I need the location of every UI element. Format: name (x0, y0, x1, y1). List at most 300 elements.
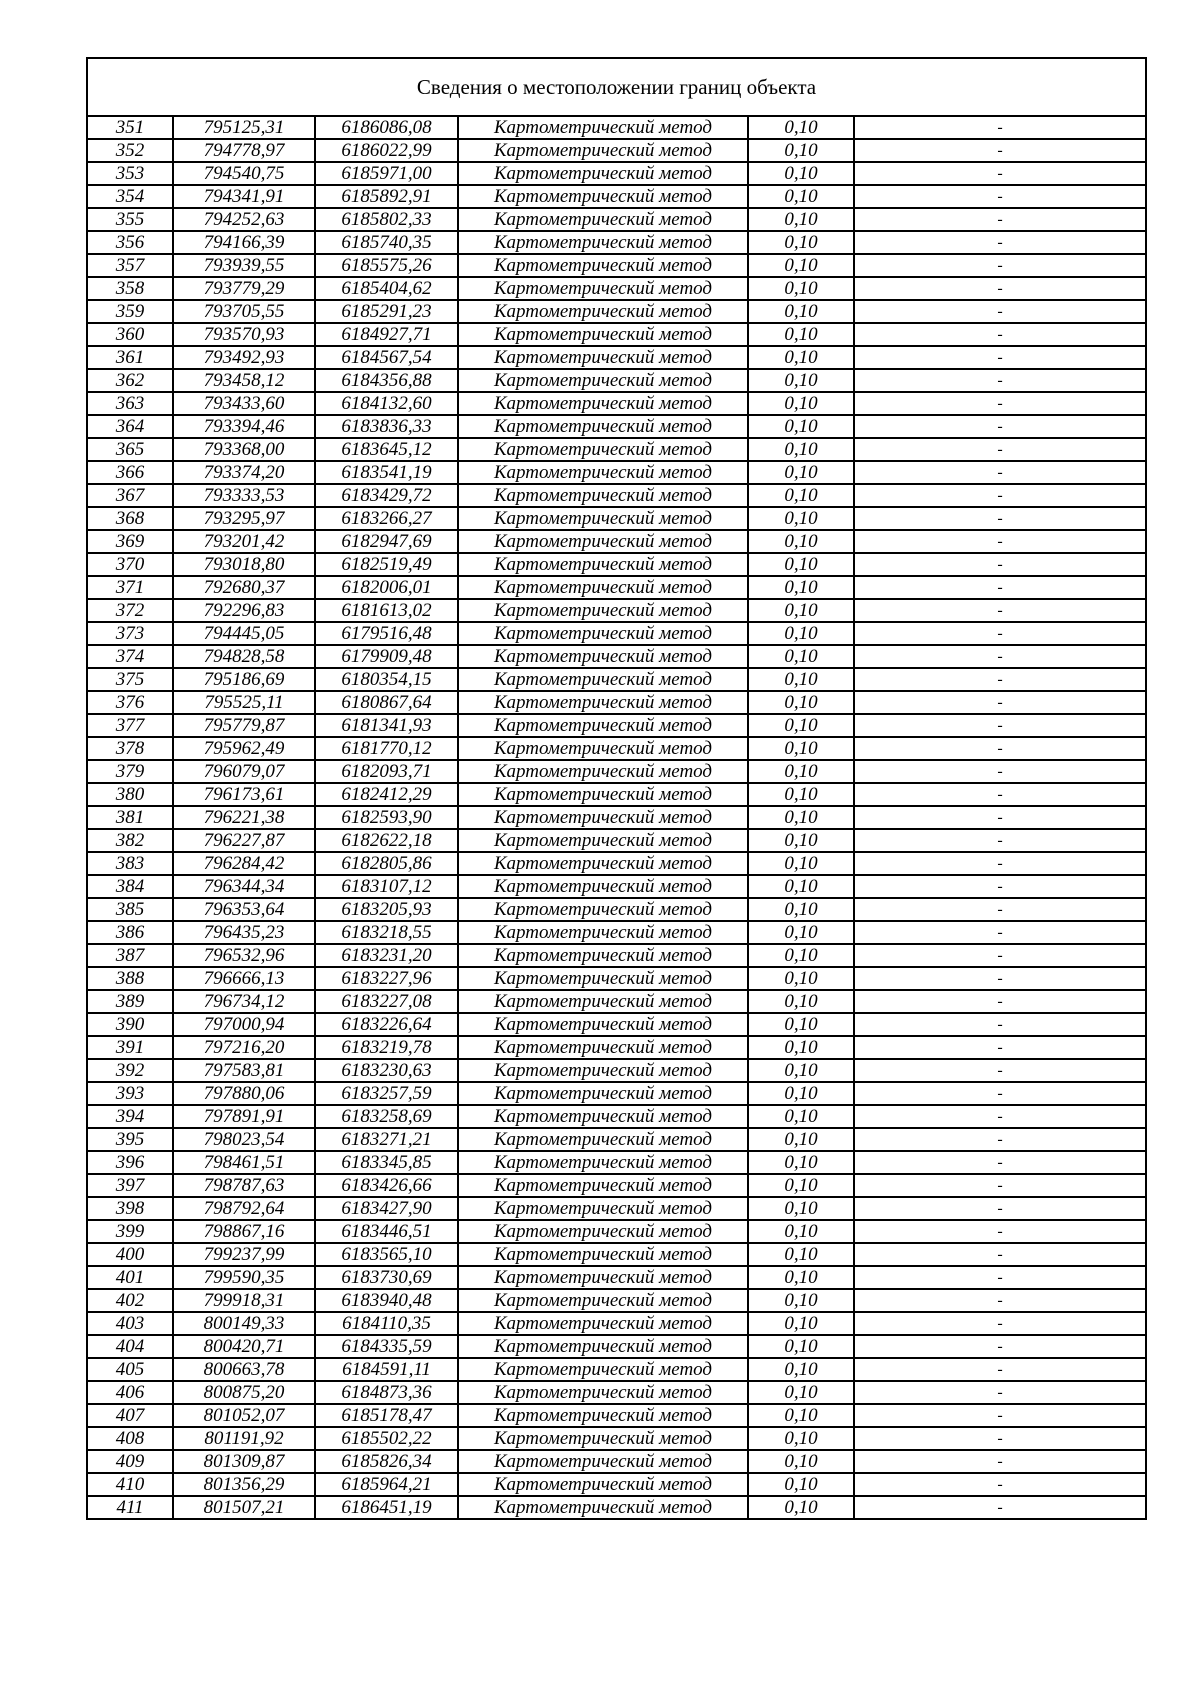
x-coordinate-cell: 793295,97 (173, 507, 315, 530)
x-coordinate-cell: 793492,93 (173, 346, 315, 369)
x-coordinate-cell: 796079,07 (173, 760, 315, 783)
x-coordinate-cell: 796734,12 (173, 990, 315, 1013)
table-row (87, 1036, 1146, 1059)
x-coordinate-cell: 801052,07 (173, 1404, 315, 1427)
x-coordinate-cell: 796227,87 (173, 829, 315, 852)
description-cell: - (854, 277, 1146, 300)
y-coordinate-cell: 6185971,00 (315, 162, 458, 185)
description-cell: - (854, 852, 1146, 875)
x-coordinate-cell: 801191,92 (173, 1427, 315, 1450)
description-cell: - (854, 1151, 1146, 1174)
description-cell: - (854, 990, 1146, 1013)
method-cell: Картометрический метод (458, 438, 748, 461)
accuracy-cell: 0,10 (748, 645, 854, 668)
table-row (87, 921, 1146, 944)
y-coordinate-cell: 6181341,93 (315, 714, 458, 737)
description-cell: - (854, 392, 1146, 415)
y-coordinate-cell: 6183227,96 (315, 967, 458, 990)
description-cell: - (854, 1427, 1146, 1450)
x-coordinate-cell: 793705,55 (173, 300, 315, 323)
point-number-cell: 372 (87, 599, 173, 622)
description-cell: - (854, 1335, 1146, 1358)
description-cell: - (854, 806, 1146, 829)
y-coordinate-cell: 6182593,90 (315, 806, 458, 829)
y-coordinate-cell: 6185404,62 (315, 277, 458, 300)
x-coordinate-cell: 798461,51 (173, 1151, 315, 1174)
point-number-cell: 370 (87, 553, 173, 576)
accuracy-cell: 0,10 (748, 1312, 854, 1335)
point-number-cell: 398 (87, 1197, 173, 1220)
table-row (87, 116, 1146, 139)
table-row (87, 668, 1146, 691)
table-row (87, 783, 1146, 806)
table-row (87, 1450, 1146, 1473)
x-coordinate-cell: 796344,34 (173, 875, 315, 898)
description-cell: - (854, 944, 1146, 967)
table-row (87, 576, 1146, 599)
y-coordinate-cell: 6185802,33 (315, 208, 458, 231)
table-row (87, 1174, 1146, 1197)
accuracy-cell: 0,10 (748, 599, 854, 622)
table-row (87, 1266, 1146, 1289)
description-cell: - (854, 1404, 1146, 1427)
x-coordinate-cell: 797583,81 (173, 1059, 315, 1082)
description-cell: - (854, 438, 1146, 461)
method-cell: Картометрический метод (458, 599, 748, 622)
point-number-cell: 371 (87, 576, 173, 599)
method-cell: Картометрический метод (458, 254, 748, 277)
method-cell: Картометрический метод (458, 1473, 748, 1496)
method-cell: Картометрический метод (458, 1036, 748, 1059)
description-cell: - (854, 231, 1146, 254)
x-coordinate-cell: 801309,87 (173, 1450, 315, 1473)
table-row (87, 806, 1146, 829)
accuracy-cell: 0,10 (748, 461, 854, 484)
method-cell: Картометрический метод (458, 277, 748, 300)
point-number-cell: 383 (87, 852, 173, 875)
method-cell: Картометрический метод (458, 1312, 748, 1335)
accuracy-cell: 0,10 (748, 277, 854, 300)
description-cell: - (854, 185, 1146, 208)
point-number-cell: 375 (87, 668, 173, 691)
point-number-cell: 357 (87, 254, 173, 277)
accuracy-cell: 0,10 (748, 323, 854, 346)
table-row (87, 990, 1146, 1013)
point-number-cell: 362 (87, 369, 173, 392)
description-cell: - (854, 1036, 1146, 1059)
y-coordinate-cell: 6183218,55 (315, 921, 458, 944)
x-coordinate-cell: 796173,61 (173, 783, 315, 806)
x-coordinate-cell: 801507,21 (173, 1496, 315, 1519)
y-coordinate-cell: 6184873,36 (315, 1381, 458, 1404)
y-coordinate-cell: 6185502,22 (315, 1427, 458, 1450)
point-number-cell: 359 (87, 300, 173, 323)
point-number-cell: 410 (87, 1473, 173, 1496)
accuracy-cell: 0,10 (748, 1266, 854, 1289)
point-number-cell: 394 (87, 1105, 173, 1128)
x-coordinate-cell: 794778,97 (173, 139, 315, 162)
point-number-cell: 361 (87, 346, 173, 369)
table-row (87, 944, 1146, 967)
method-cell: Картометрический метод (458, 1105, 748, 1128)
accuracy-cell: 0,10 (748, 1059, 854, 1082)
accuracy-cell: 0,10 (748, 1243, 854, 1266)
method-cell: Картометрический метод (458, 139, 748, 162)
x-coordinate-cell: 798023,54 (173, 1128, 315, 1151)
method-cell: Картометрический метод (458, 1082, 748, 1105)
description-cell: - (854, 898, 1146, 921)
method-cell: Картометрический метод (458, 944, 748, 967)
y-coordinate-cell: 6183730,69 (315, 1266, 458, 1289)
table-row (87, 967, 1146, 990)
table-row (87, 1358, 1146, 1381)
accuracy-cell: 0,10 (748, 415, 854, 438)
y-coordinate-cell: 6183427,90 (315, 1197, 458, 1220)
accuracy-cell: 0,10 (748, 1197, 854, 1220)
y-coordinate-cell: 6180867,64 (315, 691, 458, 714)
accuracy-cell: 0,10 (748, 1174, 854, 1197)
x-coordinate-cell: 793458,12 (173, 369, 315, 392)
y-coordinate-cell: 6183645,12 (315, 438, 458, 461)
point-number-cell: 390 (87, 1013, 173, 1036)
y-coordinate-cell: 6185178,47 (315, 1404, 458, 1427)
description-cell: - (854, 1289, 1146, 1312)
method-cell: Картометрический метод (458, 783, 748, 806)
table-row (87, 1128, 1146, 1151)
method-cell: Картометрический метод (458, 300, 748, 323)
accuracy-cell: 0,10 (748, 921, 854, 944)
accuracy-cell: 0,10 (748, 1427, 854, 1450)
table-row (87, 507, 1146, 530)
description-cell: - (854, 1473, 1146, 1496)
y-coordinate-cell: 6184356,88 (315, 369, 458, 392)
accuracy-cell: 0,10 (748, 1036, 854, 1059)
point-number-cell: 379 (87, 760, 173, 783)
table-row (87, 208, 1146, 231)
table-row (87, 415, 1146, 438)
x-coordinate-cell: 796221,38 (173, 806, 315, 829)
method-cell: Картометрический метод (458, 760, 748, 783)
y-coordinate-cell: 6183226,64 (315, 1013, 458, 1036)
x-coordinate-cell: 799918,31 (173, 1289, 315, 1312)
method-cell: Картометрический метод (458, 185, 748, 208)
y-coordinate-cell: 6184110,35 (315, 1312, 458, 1335)
point-number-cell: 403 (87, 1312, 173, 1335)
method-cell: Картометрический метод (458, 162, 748, 185)
accuracy-cell: 0,10 (748, 783, 854, 806)
point-number-cell: 367 (87, 484, 173, 507)
description-cell: - (854, 783, 1146, 806)
accuracy-cell: 0,10 (748, 576, 854, 599)
point-number-cell: 364 (87, 415, 173, 438)
y-coordinate-cell: 6183257,59 (315, 1082, 458, 1105)
x-coordinate-cell: 801356,29 (173, 1473, 315, 1496)
point-number-cell: 406 (87, 1381, 173, 1404)
y-coordinate-cell: 6179909,48 (315, 645, 458, 668)
point-number-cell: 392 (87, 1059, 173, 1082)
accuracy-cell: 0,10 (748, 737, 854, 760)
x-coordinate-cell: 797880,06 (173, 1082, 315, 1105)
accuracy-cell: 0,10 (748, 369, 854, 392)
x-coordinate-cell: 794828,58 (173, 645, 315, 668)
table-row (87, 461, 1146, 484)
x-coordinate-cell: 795125,31 (173, 116, 315, 139)
method-cell: Картометрический метод (458, 1151, 748, 1174)
y-coordinate-cell: 6185892,91 (315, 185, 458, 208)
method-cell: Картометрический метод (458, 1427, 748, 1450)
y-coordinate-cell: 6184567,54 (315, 346, 458, 369)
description-cell: - (854, 461, 1146, 484)
description-cell: - (854, 300, 1146, 323)
method-cell: Картометрический метод (458, 116, 748, 139)
method-cell: Картометрический метод (458, 1128, 748, 1151)
point-number-cell: 405 (87, 1358, 173, 1381)
method-cell: Картометрический метод (458, 231, 748, 254)
accuracy-cell: 0,10 (748, 438, 854, 461)
point-number-cell: 351 (87, 116, 173, 139)
y-coordinate-cell: 6183446,51 (315, 1220, 458, 1243)
method-cell: Картометрический метод (458, 737, 748, 760)
description-cell: - (854, 1243, 1146, 1266)
description-cell: - (854, 875, 1146, 898)
y-coordinate-cell: 6185740,35 (315, 231, 458, 254)
point-number-cell: 391 (87, 1036, 173, 1059)
accuracy-cell: 0,10 (748, 898, 854, 921)
x-coordinate-cell: 799237,99 (173, 1243, 315, 1266)
table-row (87, 438, 1146, 461)
method-cell: Картометрический метод (458, 461, 748, 484)
description-cell: - (854, 668, 1146, 691)
description-cell: - (854, 1197, 1146, 1220)
x-coordinate-cell: 800420,71 (173, 1335, 315, 1358)
method-cell: Картометрический метод (458, 1450, 748, 1473)
description-cell: - (854, 622, 1146, 645)
y-coordinate-cell: 6183426,66 (315, 1174, 458, 1197)
accuracy-cell: 0,10 (748, 507, 854, 530)
x-coordinate-cell: 794540,75 (173, 162, 315, 185)
table-row (87, 1312, 1146, 1335)
x-coordinate-cell: 798792,64 (173, 1197, 315, 1220)
accuracy-cell: 0,10 (748, 1289, 854, 1312)
description-cell: - (854, 1128, 1146, 1151)
table-row (87, 1013, 1146, 1036)
accuracy-cell: 0,10 (748, 254, 854, 277)
accuracy-cell: 0,10 (748, 484, 854, 507)
x-coordinate-cell: 793018,80 (173, 553, 315, 576)
x-coordinate-cell: 793368,00 (173, 438, 315, 461)
table-row (87, 1289, 1146, 1312)
description-cell: - (854, 1312, 1146, 1335)
description-cell: - (854, 967, 1146, 990)
table-row (87, 392, 1146, 415)
point-number-cell: 387 (87, 944, 173, 967)
method-cell: Картометрический метод (458, 1289, 748, 1312)
table-body (87, 116, 1146, 1519)
point-number-cell: 363 (87, 392, 173, 415)
table-row (87, 898, 1146, 921)
x-coordinate-cell: 798867,16 (173, 1220, 315, 1243)
description-cell: - (854, 645, 1146, 668)
description-cell: - (854, 530, 1146, 553)
x-coordinate-cell: 793333,53 (173, 484, 315, 507)
table-row (87, 1335, 1146, 1358)
point-number-cell: 376 (87, 691, 173, 714)
x-coordinate-cell: 794166,39 (173, 231, 315, 254)
x-coordinate-cell: 795779,87 (173, 714, 315, 737)
table-row (87, 277, 1146, 300)
y-coordinate-cell: 6183231,20 (315, 944, 458, 967)
accuracy-cell: 0,10 (748, 1082, 854, 1105)
x-coordinate-cell: 793394,46 (173, 415, 315, 438)
accuracy-cell: 0,10 (748, 1105, 854, 1128)
table-row (87, 369, 1146, 392)
point-number-cell: 386 (87, 921, 173, 944)
accuracy-cell: 0,10 (748, 967, 854, 990)
point-number-cell: 384 (87, 875, 173, 898)
point-number-cell: 366 (87, 461, 173, 484)
point-number-cell: 381 (87, 806, 173, 829)
accuracy-cell: 0,10 (748, 392, 854, 415)
x-coordinate-cell: 798787,63 (173, 1174, 315, 1197)
method-cell: Картометрический метод (458, 1496, 748, 1519)
y-coordinate-cell: 6183227,08 (315, 990, 458, 1013)
y-coordinate-cell: 6182093,71 (315, 760, 458, 783)
description-cell: - (854, 116, 1146, 139)
x-coordinate-cell: 800875,20 (173, 1381, 315, 1404)
accuracy-cell: 0,10 (748, 622, 854, 645)
description-cell: - (854, 346, 1146, 369)
table-row (87, 599, 1146, 622)
y-coordinate-cell: 6180354,15 (315, 668, 458, 691)
accuracy-cell: 0,10 (748, 1450, 854, 1473)
point-number-cell: 395 (87, 1128, 173, 1151)
method-cell: Картометрический метод (458, 714, 748, 737)
accuracy-cell: 0,10 (748, 760, 854, 783)
description-cell: - (854, 139, 1146, 162)
method-cell: Картометрический метод (458, 852, 748, 875)
method-cell: Картометрический метод (458, 369, 748, 392)
y-coordinate-cell: 6183836,33 (315, 415, 458, 438)
y-coordinate-cell: 6183107,12 (315, 875, 458, 898)
x-coordinate-cell: 796353,64 (173, 898, 315, 921)
method-cell: Картометрический метод (458, 898, 748, 921)
x-coordinate-cell: 793201,42 (173, 530, 315, 553)
description-cell: - (854, 576, 1146, 599)
description-cell: - (854, 553, 1146, 576)
accuracy-cell: 0,10 (748, 691, 854, 714)
point-number-cell: 374 (87, 645, 173, 668)
x-coordinate-cell: 796284,42 (173, 852, 315, 875)
description-cell: - (854, 829, 1146, 852)
method-cell: Картометрический метод (458, 645, 748, 668)
method-cell: Картометрический метод (458, 1220, 748, 1243)
y-coordinate-cell: 6184335,59 (315, 1335, 458, 1358)
method-cell: Картометрический метод (458, 1358, 748, 1381)
x-coordinate-cell: 794252,63 (173, 208, 315, 231)
accuracy-cell: 0,10 (748, 1220, 854, 1243)
point-number-cell: 353 (87, 162, 173, 185)
y-coordinate-cell: 6183266,27 (315, 507, 458, 530)
y-coordinate-cell: 6183429,72 (315, 484, 458, 507)
description-cell: - (854, 415, 1146, 438)
method-cell: Картометрический метод (458, 484, 748, 507)
method-cell: Картометрический метод (458, 990, 748, 1013)
point-number-cell: 377 (87, 714, 173, 737)
method-cell: Картометрический метод (458, 622, 748, 645)
y-coordinate-cell: 6186086,08 (315, 116, 458, 139)
accuracy-cell: 0,10 (748, 875, 854, 898)
point-number-cell: 365 (87, 438, 173, 461)
y-coordinate-cell: 6182412,29 (315, 783, 458, 806)
y-coordinate-cell: 6182622,18 (315, 829, 458, 852)
accuracy-cell: 0,10 (748, 231, 854, 254)
method-cell: Картометрический метод (458, 392, 748, 415)
x-coordinate-cell: 795186,69 (173, 668, 315, 691)
table-row (87, 622, 1146, 645)
table-title-row (87, 58, 1146, 116)
description-cell: - (854, 369, 1146, 392)
table-row (87, 139, 1146, 162)
table-row (87, 1197, 1146, 1220)
table-row (87, 1496, 1146, 1519)
x-coordinate-cell: 793570,93 (173, 323, 315, 346)
point-number-cell: 411 (87, 1496, 173, 1519)
y-coordinate-cell: 6181613,02 (315, 599, 458, 622)
description-cell: - (854, 1496, 1146, 1519)
y-coordinate-cell: 6185575,26 (315, 254, 458, 277)
accuracy-cell: 0,10 (748, 714, 854, 737)
y-coordinate-cell: 6184591,11 (315, 1358, 458, 1381)
description-cell: - (854, 1381, 1146, 1404)
method-cell: Картометрический метод (458, 1404, 748, 1427)
method-cell: Картометрический метод (458, 1174, 748, 1197)
table-row (87, 829, 1146, 852)
table-row (87, 760, 1146, 783)
table-row (87, 1151, 1146, 1174)
method-cell: Картометрический метод (458, 1335, 748, 1358)
description-cell: - (854, 599, 1146, 622)
description-cell: - (854, 1013, 1146, 1036)
accuracy-cell: 0,10 (748, 990, 854, 1013)
y-coordinate-cell: 6185826,34 (315, 1450, 458, 1473)
y-coordinate-cell: 6186451,19 (315, 1496, 458, 1519)
x-coordinate-cell: 796666,13 (173, 967, 315, 990)
method-cell: Картометрический метод (458, 1197, 748, 1220)
y-coordinate-cell: 6182947,69 (315, 530, 458, 553)
method-cell: Картометрический метод (458, 875, 748, 898)
x-coordinate-cell: 797216,20 (173, 1036, 315, 1059)
accuracy-cell: 0,10 (748, 829, 854, 852)
y-coordinate-cell: 6182519,49 (315, 553, 458, 576)
description-cell: - (854, 162, 1146, 185)
method-cell: Картометрический метод (458, 415, 748, 438)
accuracy-cell: 0,10 (748, 1381, 854, 1404)
x-coordinate-cell: 793779,29 (173, 277, 315, 300)
point-number-cell: 352 (87, 139, 173, 162)
x-coordinate-cell: 792296,83 (173, 599, 315, 622)
table-row (87, 300, 1146, 323)
x-coordinate-cell: 793939,55 (173, 254, 315, 277)
description-cell: - (854, 1266, 1146, 1289)
y-coordinate-cell: 6183940,48 (315, 1289, 458, 1312)
point-number-cell: 368 (87, 507, 173, 530)
table-row (87, 254, 1146, 277)
method-cell: Картометрический метод (458, 691, 748, 714)
accuracy-cell: 0,10 (748, 1335, 854, 1358)
description-cell: - (854, 760, 1146, 783)
table-row (87, 852, 1146, 875)
table-row (87, 1404, 1146, 1427)
